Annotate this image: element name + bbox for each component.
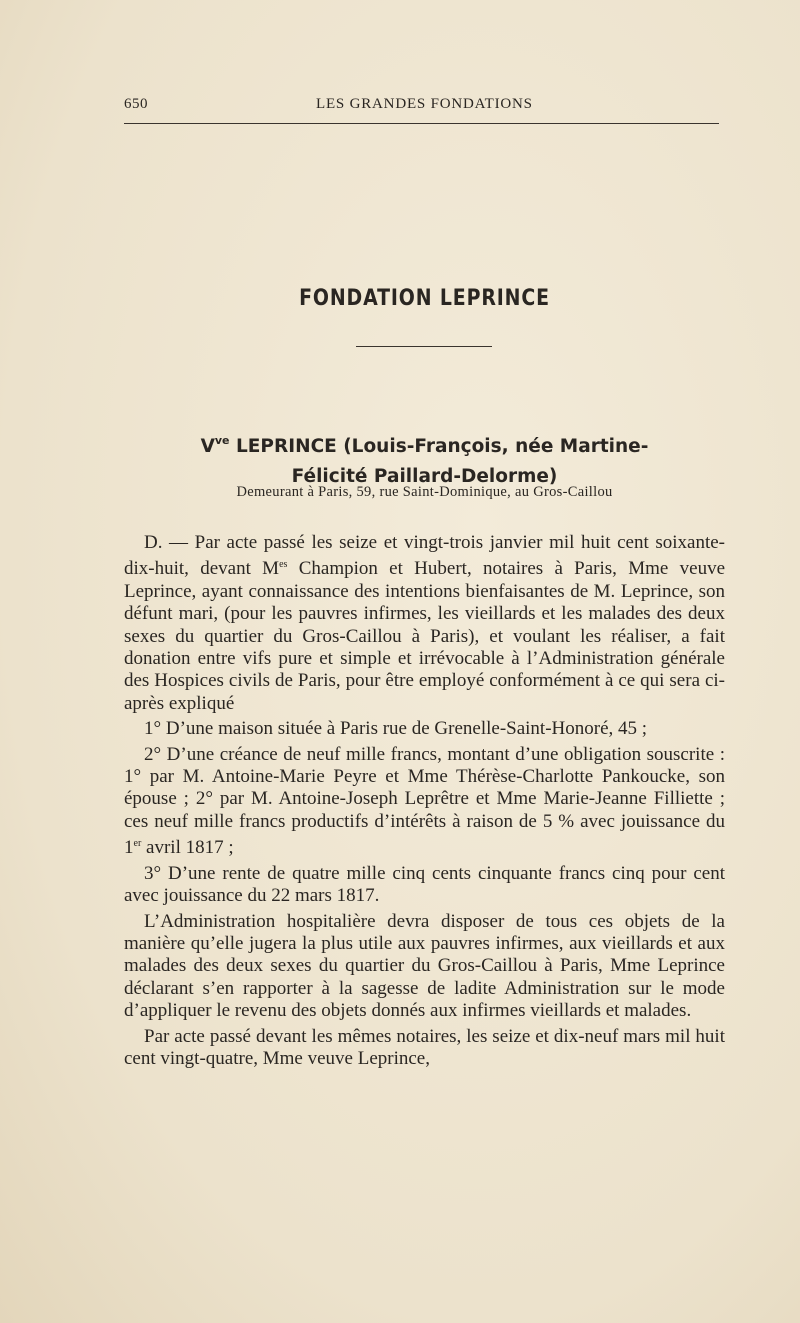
- foundation-title: FONDATION LEPRINCE: [299, 286, 550, 311]
- paragraph-1: [124, 532, 725, 715]
- paragraph-6: Par acte passé devant les mêmes notaires, les seize et dix-neuf mars mil huit cent vingt-quatre, Mme veuve Leprince,: [124, 1025, 725, 1069]
- header-rule: [124, 123, 719, 124]
- donor-prefix-sup: ve: [214, 434, 230, 447]
- paragraph-3-a: 2° D’une créance de neuf mille francs, montant d’une obligation souscrite : 1° par M. Antoine-Marie Peyre et Mme Thérèse-Charlotte Pankoucke, son épouse ; 2° par M. Antoine-Joseph Leprêtre et Mme Marie-Jeanne Filliette ; ces neuf mille francs productifs d’intérêts à raison de 5 % avec jouissance du 1: [124, 743, 725, 859]
- paragraph-2: 1° D’une maison située à Paris rue de Grenelle-Saint-Honoré, 45 ;: [144, 718, 648, 740]
- paragraph-1-b: Champion et Hubert, notaires à Paris, Mme veuve Leprince, ayant connaissance des intentions bienfaisantes de M. Leprince, son défunt mari, (pour les pauvres infirmes, les vieillards et les malades des deux sexes du quartier du Gros-Caillou à Paris), et voulant les réaliser, a fait donation entre vifs pure et simple et irrévocable à l’Administration générale des Hospices civils de Paris, pour être employé conformément à ce qui sera ci-après expliqué: [124, 558, 726, 714]
- donor-address: Demeurant à Paris, 59, rue Saint-Dominique, au Gros-Caillou: [236, 484, 613, 500]
- donor-prefix: V: [200, 436, 215, 457]
- running-title: LES GRANDES FONDATIONS: [316, 96, 533, 112]
- page-number: 650: [124, 96, 148, 112]
- donor-name: [124, 426, 725, 492]
- paragraph-3-sup: er: [133, 838, 142, 850]
- paragraph-5: L’Administration hospitalière devra disposer de tous ces objets de la manière qu’elle jugera la plus utile aux pauvres infirmes, aux vieillards et aux malades des deux sexes du quartier du Gros-Caillou à Paris, Mme Leprince déclarant s’en rapporter à la sagesse de ladite Administration sur le mode d’appliquer le revenu des objets donnés aux infirmes vieillards et malades.: [124, 910, 725, 1022]
- running-header: [124, 96, 725, 120]
- paragraph-1-sup: es: [279, 559, 288, 571]
- title-rule: [356, 346, 492, 347]
- paragraph-1-a: D. — Par acte passé les seize et vingt-trois janvier mil huit cent soixante-dix-huit, devant M: [124, 532, 725, 580]
- paragraph-3: [124, 744, 725, 860]
- donor-line2: Félicité Paillard-Delorme): [291, 466, 558, 487]
- paragraph-3-b: avril 1817 ;: [141, 837, 234, 859]
- paragraph-4: 3° D’une rente de quatre mille cinq cents cinquante francs cinq pour cent avec jouissance du 22 mars 1817.: [124, 862, 725, 907]
- donor-line1: LEPRINCE (Louis-François, née Martine-: [229, 436, 649, 457]
- body-text: [124, 532, 725, 1073]
